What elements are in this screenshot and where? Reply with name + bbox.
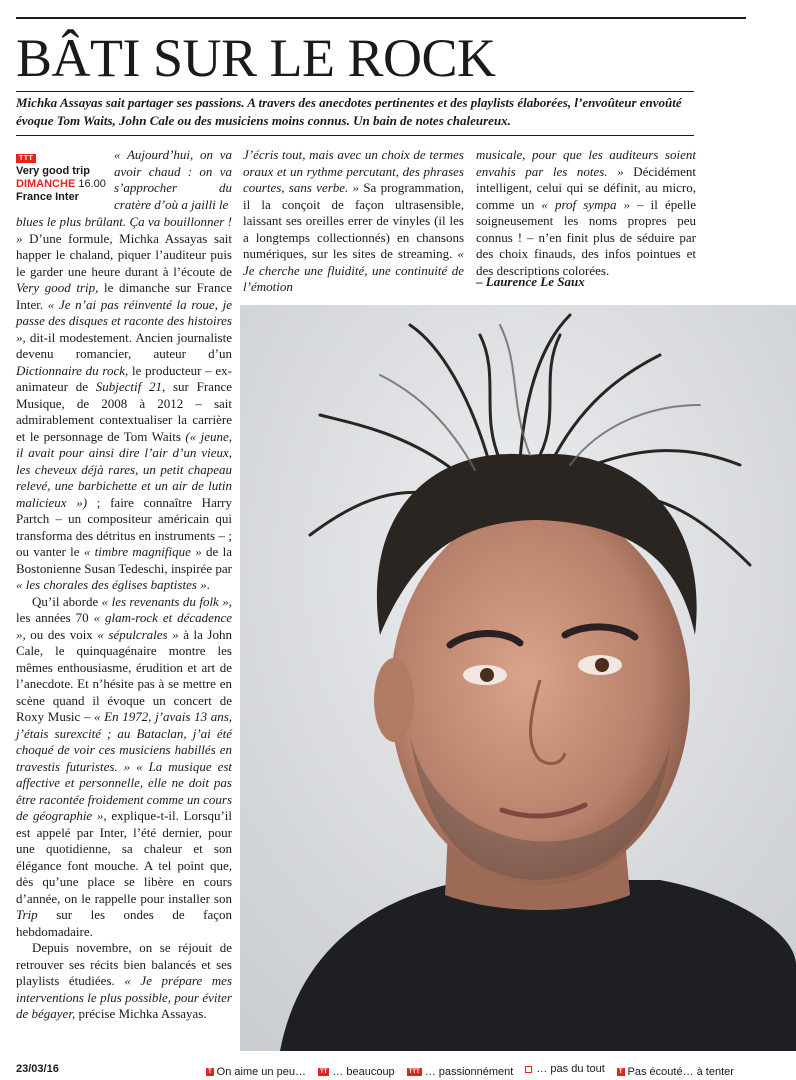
legend-item <box>206 1066 306 1078</box>
italic-run: « glam-rock et décadence » <box>16 610 232 642</box>
broadcast-time: 16.00 <box>78 178 106 190</box>
italic-run: « La musique est affective et personnelle, elle ne doit pas être racontée froidement comme un cours de géographie » <box>16 758 233 823</box>
legend-label: Pas écouté… à tenter <box>627 1065 734 1078</box>
column-2 <box>243 147 464 296</box>
show-name: Very good trip <box>16 165 90 177</box>
italic-run: musicale, pour que les auditeurs soient envahis par les notes. » <box>476 147 696 179</box>
italic-run: « Je prépare mes interventions le plus possible, pour éviter de bégayer, <box>16 973 233 1021</box>
broadcast-slot <box>16 178 116 191</box>
legend-label: … passionnément <box>424 1065 514 1078</box>
page-footer <box>16 1063 786 1079</box>
italic-run: « sépulcrales » <box>97 626 179 642</box>
program-info <box>16 147 116 204</box>
rating-legend <box>206 1063 746 1078</box>
station-name: France Inter <box>16 191 79 203</box>
text-run: Sa programmation, il la conçoit de façon ultrasensible, laissant ses oreilles errer de vinyles (il les a longtemps collectionnés) en chansons numériques, sur les sites de streaming. <box>243 180 464 261</box>
italic-run: « Je n’ai pas réinventé la roue, je passe des disques et raconte des histoires » <box>16 296 233 345</box>
portrait-image <box>240 305 796 1051</box>
text-run: à la John Cale, le quinquagénaire montre les mêmes enthousiasme, érudition et art de l’anecdote. Et n’hésite pas à se mettre en scène quand il évoque un concert de Roxy Music – <box>16 626 232 724</box>
lead-bottom-rule <box>16 135 694 136</box>
italic-run: « Aujourd’hui, on va avoir chaud : on va s’approcher du cratère d’où a jailli le <box>114 147 232 212</box>
rating-t-icon: T <box>618 1068 623 1075</box>
italic-run: « les chorales des églises baptistes » <box>16 577 207 592</box>
italic-run: « timbre magnifique » <box>83 544 202 559</box>
text-run: . <box>206 577 210 592</box>
empty-box-icon <box>525 1066 532 1073</box>
text-run: , le producteur – ex-animateur de <box>16 362 232 394</box>
paragraph <box>476 147 696 279</box>
text-run: le dimanche sur France Inter. <box>16 280 232 312</box>
italic-run: « les revenants du folk » <box>101 593 229 609</box>
paragraph <box>16 940 232 1023</box>
legend-item <box>525 1063 605 1075</box>
column-1-top <box>114 147 232 213</box>
column-3 <box>476 147 696 279</box>
text-run: , explique-t-il. Lorsqu’il est appelé par Inter, l’été dernier, pour une quotidienne, sa chaleur et son élégance font mouche. A tel point que, dès qu’une place se libère en cours d’année, on le rappelle pour installer son <box>16 808 232 906</box>
text-run: , dit-il modestement. Ancien journaliste devenu romancier, auteur d’un <box>16 329 232 361</box>
italic-run: « Je cherche une fluidité, une continuité de l’émotion <box>243 246 464 294</box>
text-run: Décidément intelligent, celui qui se définit, au micro, comme un <box>476 163 697 212</box>
text-run: , ou des voix <box>22 626 98 642</box>
text-run: Qu’il aborde <box>32 593 102 609</box>
italic-run: Very good trip, <box>16 280 99 295</box>
article-lead: Michka Assayas sait partager ses passions. A travers des anecdotes pertinentes et des playlists élaborées, l’envoûteur envoûté évoque Tom Waits, John Cale ou des musiciens moins connus. Un bain de notes chaleureux. <box>16 95 682 128</box>
paragraph <box>16 594 232 941</box>
article-title: BÂTI SUR LE ROCK <box>16 28 496 88</box>
italic-run: Trip <box>16 907 38 922</box>
text-run: Depuis novembre, on se réjouit de retrouver ses récits bien balancés et ses playlists étudiées. <box>16 940 232 988</box>
text-run: – il épelle soigneusement les noms propres peu connus ! – n’en finit plus de séduire par des choix finauds, des infos pointues et des descriptions colorées. <box>476 196 696 278</box>
legend-item <box>407 1066 514 1078</box>
rating-t-icon: TT <box>319 1068 328 1075</box>
paragraph <box>243 147 464 296</box>
italic-run: blues le plus brûlant. Ça va bouillonner ! » <box>16 214 232 246</box>
text-run: de la Bostonienne Susan Tedeschi, inspirée par <box>16 544 232 576</box>
legend-label: … beaucoup <box>332 1065 395 1078</box>
legend-label: … pas du tout <box>536 1063 605 1075</box>
author-signature: – Laurence Le Saux <box>476 274 585 289</box>
italic-run: Dictionnaire du rock <box>16 362 126 378</box>
italic-run: « prof sympa » <box>541 196 631 212</box>
paragraph <box>16 214 232 594</box>
italic-run: « En 1972, j’avais 13 ans, j’étais surexcité ; au Bataclan, j’ai été choqué de voir ces musiciens habillés en travestis futuristes. » <box>16 709 232 774</box>
paragraph <box>114 147 232 213</box>
italic-run: (« jeune, il avait pour ainsi dire l’air d’un vieux, les cheveux déjà rares, un petit chapeau relevé, une barbichette et un air de lutin malicieux ») <box>16 428 232 510</box>
issue-date: 23/03/16 <box>16 1063 59 1075</box>
text-run: précise Michka Assayas. <box>75 1006 207 1021</box>
text-run: D’une formule, Michka Assayas sait happer le chaland, piquer l’auditeur puis le garder une heure durant à l’écoute de <box>16 230 232 279</box>
italic-run: Subjectif 21 <box>95 379 162 394</box>
top-rule <box>16 17 746 19</box>
rating-t-icon: TTT <box>408 1068 420 1075</box>
portrait-photo <box>240 305 796 1051</box>
rating-badge: TTT <box>16 154 36 163</box>
lead-top-rule <box>16 91 694 92</box>
rating-t-icon: T <box>208 1068 212 1075</box>
italic-run: J’écris tout, mais avec un choix de termes oraux et un rythme percutant, des phrases courtes, sans verbe. » <box>243 147 464 195</box>
legend-label: On aime un peu… <box>216 1065 306 1078</box>
text-run: ; faire connaître Harry Partch – un compositeur américain qui transforma des détritus en instruments – ; ou vanter le <box>16 494 232 559</box>
legend-item <box>617 1066 734 1078</box>
text-run: , sur France Musique, de 2008 à 2012 – sait admirablement contextualiser la carrière et le personnage de Tom Waits <box>16 379 232 444</box>
text-run: sur les ondes de façon hebdomadaire. <box>16 907 232 939</box>
broadcast-day: DIMANCHE <box>16 178 76 190</box>
legend-item <box>318 1066 395 1078</box>
text-run: , les années 70 <box>16 593 232 625</box>
column-1 <box>16 214 232 1023</box>
